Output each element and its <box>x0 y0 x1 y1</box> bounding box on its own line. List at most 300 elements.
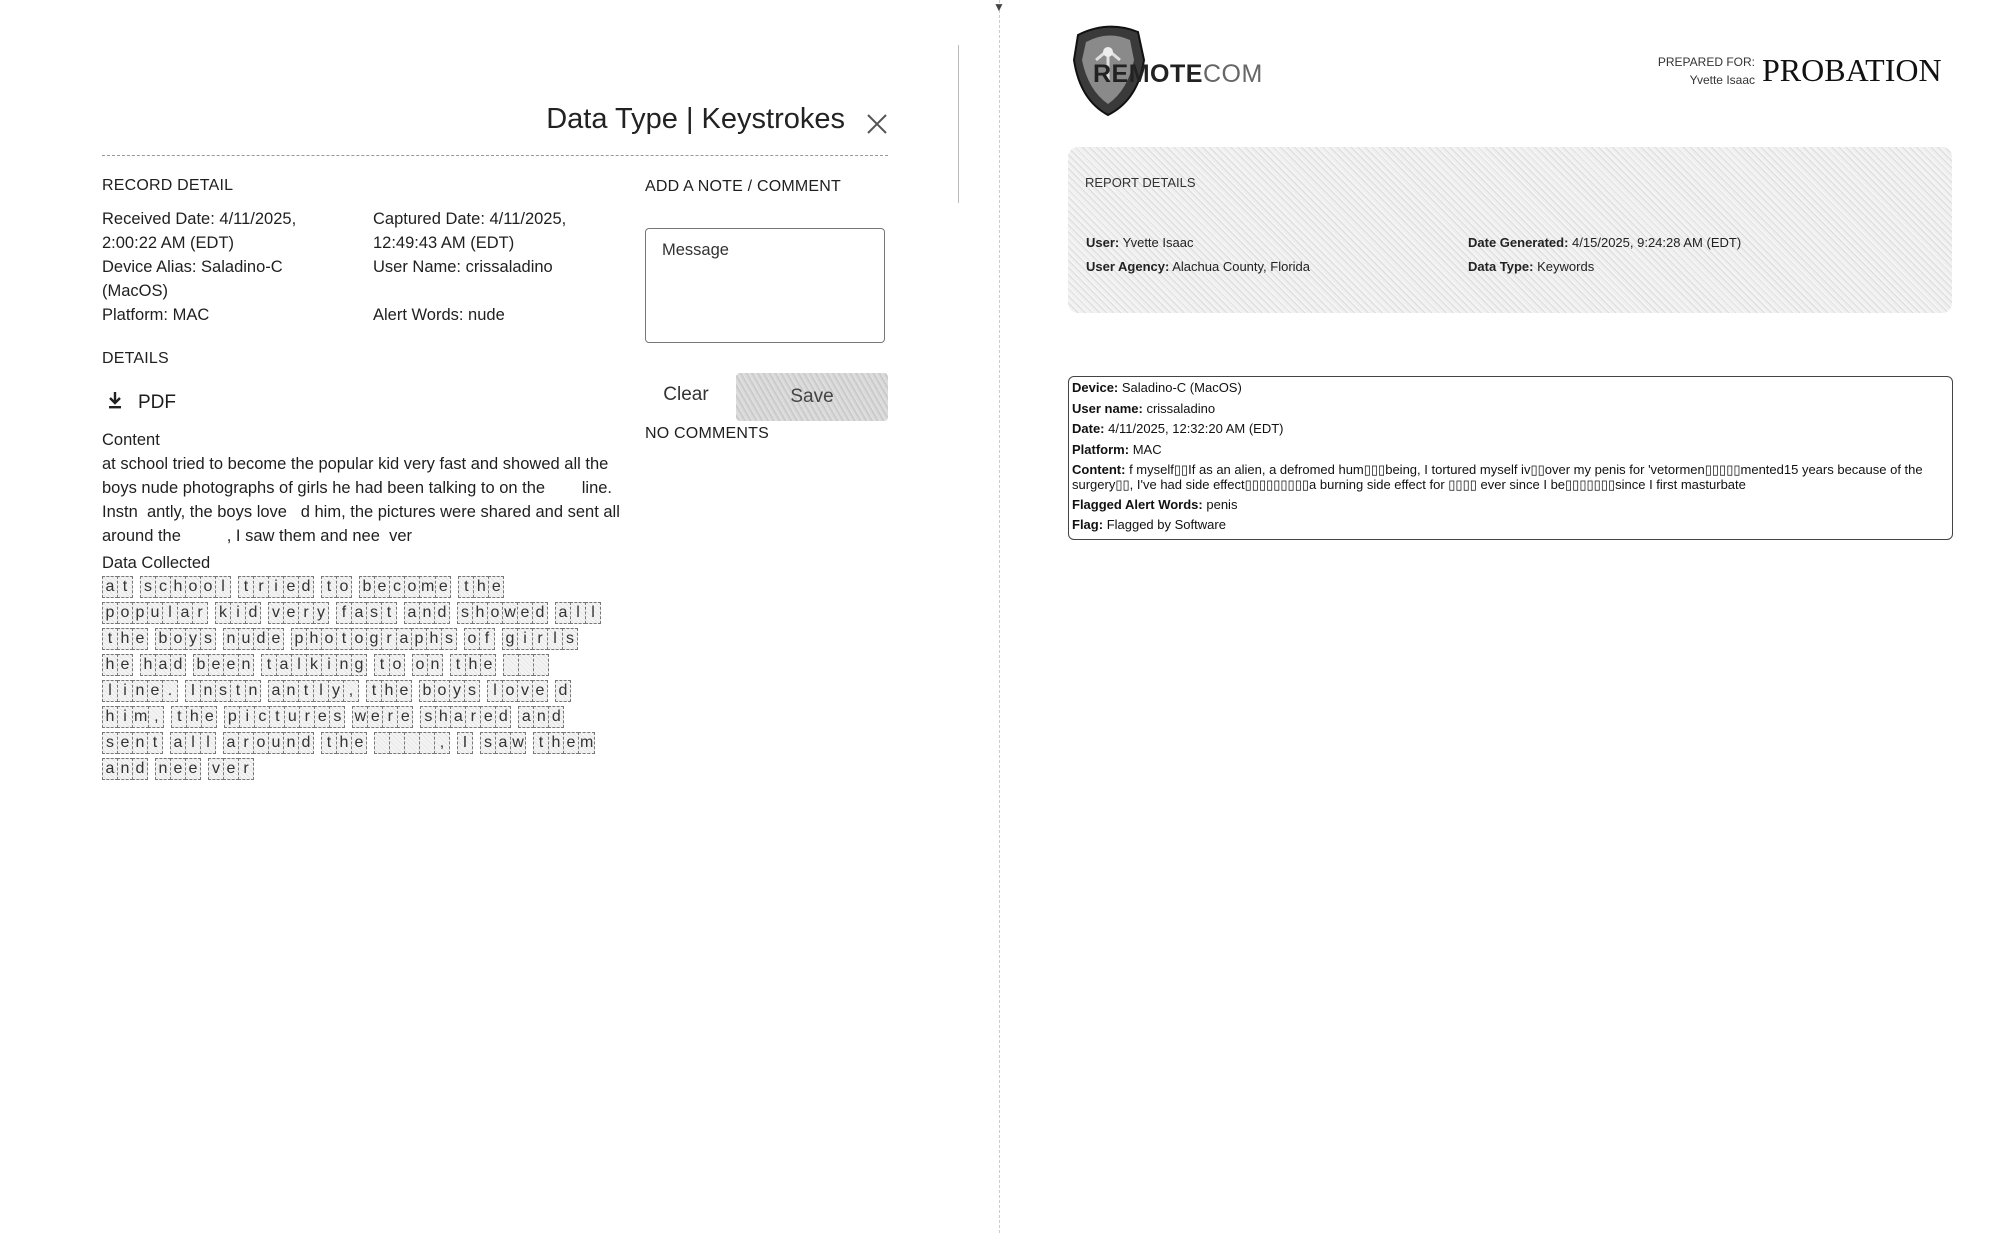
data-collected-char: w <box>352 706 368 728</box>
data-collected-char: o <box>117 602 133 624</box>
data-collected-word <box>450 654 495 676</box>
report-details-heading: REPORT DETAILS <box>1085 175 1196 190</box>
alert-words: Alert Words: nude <box>373 306 505 324</box>
data-collected-char: o <box>487 602 503 624</box>
record-detail-heading: RECORD DETAIL <box>102 177 234 194</box>
data-collected-char: t <box>298 680 314 702</box>
data-collected-char: n <box>245 680 261 702</box>
data-collected-char: a <box>450 706 466 728</box>
content-label: Content <box>102 431 160 449</box>
caret-down-icon: ▼ <box>993 0 1005 14</box>
data-collected-char <box>389 732 405 754</box>
prepared-for-label: PREPARED FOR: <box>1657 55 1755 69</box>
data-collected-char: i <box>117 680 133 702</box>
data-collected-char: s <box>215 680 231 702</box>
data-collected-char: e <box>532 680 548 702</box>
data-collected-char: n <box>419 602 435 624</box>
data-collected-word <box>464 628 494 650</box>
data-collected-word <box>533 732 594 754</box>
data-collected-char: o <box>185 576 201 598</box>
data-collected-char: f <box>336 602 352 624</box>
download-icon <box>106 390 124 416</box>
data-collected-char: r <box>238 732 254 754</box>
pdf-label: PDF <box>138 392 176 413</box>
data-collected-grid <box>102 576 622 784</box>
data-collected-char <box>518 654 534 676</box>
data-collected-word <box>171 706 216 728</box>
data-collected-word <box>458 576 503 598</box>
data-collected-char: r <box>382 706 398 728</box>
data-collected-char: e <box>314 706 330 728</box>
data-collected-char: p <box>291 628 307 650</box>
data-collected-char: e <box>517 602 533 624</box>
data-collected-char: e <box>223 758 239 780</box>
data-collected-char: a <box>102 758 118 780</box>
data-collected-char: d <box>555 680 571 702</box>
data-collected-char: h <box>548 732 564 754</box>
data-collected-char: l <box>547 628 563 650</box>
data-collected-char: h <box>140 654 156 676</box>
data-collected-char: h <box>186 706 202 728</box>
data-collected-char: s <box>102 732 118 754</box>
data-collected-char: e <box>480 654 496 676</box>
data-collected-char: e <box>351 732 367 754</box>
data-collected-char: l <box>487 680 503 702</box>
prepared-for-name: Yvette Isaac <box>1689 73 1755 87</box>
data-collected-char: u <box>284 706 300 728</box>
data-collected-char: g <box>502 628 518 650</box>
data-collected-char: a <box>276 654 292 676</box>
data-collected-char: a <box>404 602 420 624</box>
data-collected-word <box>185 680 260 702</box>
data-collected-char: t <box>450 654 466 676</box>
data-collected-word <box>321 576 351 598</box>
data-collected-char: t <box>533 732 549 754</box>
data-collected-char: e <box>283 602 299 624</box>
data-collected-char: r <box>532 628 548 650</box>
data-collected-char: t <box>102 628 118 650</box>
data-collected-word <box>140 576 230 598</box>
data-collected-char: m <box>132 706 149 728</box>
data-collected-char: n <box>427 654 443 676</box>
data-collected-char: u <box>238 628 254 650</box>
data-collected-char: I <box>185 680 201 702</box>
data-collected-char: g <box>366 628 382 650</box>
data-collected-char: m <box>419 576 436 598</box>
data-collected-char: a <box>155 654 171 676</box>
data-collected-word <box>419 680 479 702</box>
data-collected-char: w <box>510 732 526 754</box>
data-collected-char: v <box>268 602 284 624</box>
data-collected-char: l <box>102 680 118 702</box>
data-collected-char: e <box>396 680 412 702</box>
data-collected-word <box>102 628 147 650</box>
data-collected-char: , <box>434 732 450 754</box>
data-collected-char: . <box>162 680 178 702</box>
data-collected-char: t <box>458 576 474 598</box>
data-collected-char: h <box>102 706 118 728</box>
data-collected-word <box>223 732 313 754</box>
data-collected-char: s <box>457 602 473 624</box>
data-collected-char: o <box>502 680 518 702</box>
data-collected-word <box>102 654 132 676</box>
data-collected-char: a <box>268 680 284 702</box>
data-collected-word <box>321 732 366 754</box>
data-collected-char: s <box>464 680 480 702</box>
data-collected-char: h <box>465 654 481 676</box>
data-collected-word <box>404 602 449 624</box>
data-collected-char: e <box>563 732 579 754</box>
record-lines <box>1072 380 1947 538</box>
report-data-type: Data Type: Keywords <box>1468 259 1595 274</box>
data-collected-char: p <box>102 602 118 624</box>
data-collected-char: o <box>170 628 186 650</box>
data-collected-word <box>170 732 215 754</box>
data-collected-char: d <box>532 602 548 624</box>
data-collected-word <box>102 706 163 728</box>
data-collected-char: r <box>253 576 269 598</box>
data-collected-char: c <box>389 576 405 598</box>
data-collected-word <box>503 654 548 676</box>
data-collected-word <box>102 758 147 780</box>
data-collected-word <box>155 628 215 650</box>
data-collected-char: t <box>238 576 254 598</box>
data-collected-char: h <box>473 576 489 598</box>
data-collected-char: e <box>435 576 451 598</box>
user-name: User Name: crissaladino <box>373 258 553 276</box>
data-collected-char: k <box>215 602 231 624</box>
data-collected-char: d <box>253 628 269 650</box>
data-collected-char: s <box>366 602 382 624</box>
data-collected-char: o <box>200 576 216 598</box>
data-collected-char: a <box>102 576 118 598</box>
data-collected-char: h <box>306 628 322 650</box>
logo-text-thin: COM <box>1202 60 1263 88</box>
data-collected-char: i <box>117 706 133 728</box>
data-collected-char: a <box>555 602 571 624</box>
data-collected-word <box>238 576 313 598</box>
report-title: PROBATION <box>1762 52 1942 88</box>
data-collected-char: n <box>200 680 216 702</box>
data-collected-char: h <box>102 654 118 676</box>
data-collected-char: p <box>411 628 427 650</box>
data-collected-char: l <box>313 680 329 702</box>
data-collected-char: o <box>321 628 337 650</box>
data-collected-char: t <box>147 732 163 754</box>
data-collected-word <box>268 602 328 624</box>
data-collected-char: o <box>389 654 405 676</box>
data-collected-char: d <box>434 602 450 624</box>
data-collected-char: l <box>215 576 231 598</box>
data-collected-char: r <box>381 628 397 650</box>
data-collected-char: , <box>148 706 164 728</box>
data-collected-char: o <box>351 628 367 650</box>
data-collected-char: t <box>171 706 187 728</box>
data-collected-word <box>457 732 472 754</box>
data-collected-word <box>102 680 177 702</box>
data-collected-char: t <box>336 628 352 650</box>
report-details-box <box>1068 147 1952 313</box>
data-collected-char: I <box>457 732 473 754</box>
data-collected-word <box>555 602 600 624</box>
data-collected-char: t <box>269 706 285 728</box>
data-collected-word <box>268 680 358 702</box>
data-collected-char: i <box>268 576 284 598</box>
record-device: Device: Saladino-C (MacOS) <box>1072 380 1242 395</box>
data-collected-char: h <box>435 706 451 728</box>
data-collected-char <box>374 732 390 754</box>
data-collected-char: n <box>117 758 133 780</box>
data-collected-char: e <box>117 654 133 676</box>
data-collected-char: s <box>329 706 345 728</box>
record-username: User name: crissaladino <box>1072 400 1216 416</box>
data-collected-char: l <box>585 602 601 624</box>
data-collected-word <box>155 758 200 780</box>
record-detail-column-2 <box>373 207 623 327</box>
report-user-agency: User Agency: Alachua County, Florida <box>1086 259 1311 274</box>
data-collected-char: a <box>223 732 239 754</box>
data-collected-char: a <box>170 732 186 754</box>
data-collected-char: r <box>238 758 254 780</box>
data-collected-char: t <box>366 680 382 702</box>
received-date: Received Date: 4/11/2025, 2:00:22 AM (EDT) <box>102 210 297 252</box>
data-collected-word <box>374 654 404 676</box>
data-collected-word <box>215 602 260 624</box>
data-collected-char: c <box>155 576 171 598</box>
data-collected-char: l <box>162 602 178 624</box>
data-collected-char: e <box>488 576 504 598</box>
record-detail-column-1 <box>102 207 352 327</box>
data-collected-char: r <box>298 602 314 624</box>
logo-text-bold: REMOTE <box>1093 60 1203 88</box>
data-collected-char: d <box>245 602 261 624</box>
record-content: Content: f myself▯▯If as an alien, a defromed hum▯▯▯being, I tortured myself iv▯▯over my penis for 'vetormen▯▯▯▯▯mented15 years because of the surgery▯▯, I've had side effect▯▯▯▯▯▯▯▯▯a burning side effect for ▯▯▯▯ ever since I be▯▯▯▯▯▯▯since I first masturbate <box>1072 462 1923 492</box>
data-collected-word <box>518 706 563 728</box>
data-collected-char: i <box>230 602 246 624</box>
clear-button[interactable]: Clear <box>648 373 724 417</box>
data-collected-char: o <box>404 576 420 598</box>
data-collected-char: i <box>321 654 337 676</box>
data-collected-char: h <box>472 602 488 624</box>
data-collected-char: u <box>268 732 284 754</box>
data-collected-char: e <box>117 732 133 754</box>
data-collected-char: l <box>185 732 201 754</box>
data-collected-char: d <box>298 576 314 598</box>
data-collected-word <box>102 732 162 754</box>
data-collected-char: n <box>336 654 352 676</box>
data-collected-char: l <box>200 732 216 754</box>
data-collected-char: a <box>177 602 193 624</box>
data-collected-word <box>193 654 253 676</box>
data-collected-char: f <box>479 628 495 650</box>
data-collected-char: e <box>480 706 496 728</box>
data-collected-char: o <box>412 654 428 676</box>
data-collected-word <box>224 706 344 728</box>
data-collected-char: m <box>578 732 595 754</box>
page-divider-left <box>958 45 959 203</box>
data-collected-char: s <box>140 576 156 598</box>
data-collected-char: h <box>381 680 397 702</box>
data-collected-char: h <box>426 628 442 650</box>
data-collected-char <box>419 732 435 754</box>
data-collected-char: b <box>193 654 209 676</box>
data-collected-char: n <box>223 628 239 650</box>
record-platform: Platform: MAC <box>1072 441 1162 457</box>
data-collected-char: d <box>548 706 564 728</box>
data-collected-char: p <box>132 602 148 624</box>
record-flagged-words: Flagged Alert Words: penis <box>1072 496 1238 512</box>
data-collected-char: t <box>261 654 277 676</box>
data-collected-char: v <box>208 758 224 780</box>
data-collected-char: e <box>208 654 224 676</box>
data-collected-char: n <box>132 680 148 702</box>
data-collected-char: a <box>518 706 534 728</box>
data-collected-char: l <box>291 654 307 676</box>
data-collected-char: e <box>283 576 299 598</box>
data-collected-word <box>502 628 577 650</box>
no-comments-text: NO COMMENTS <box>645 425 769 442</box>
data-collected-word <box>352 706 412 728</box>
data-collected-word <box>291 628 456 650</box>
data-collected-char: e <box>367 706 383 728</box>
data-collected-char: n <box>155 758 171 780</box>
data-collected-char: t <box>321 732 337 754</box>
data-collected-char: l <box>570 602 586 624</box>
data-collected-char: o <box>336 576 352 598</box>
data-collected-char: b <box>155 628 171 650</box>
data-collected-char: h <box>336 732 352 754</box>
data-collected-char: t <box>321 576 337 598</box>
data-collected-char: e <box>268 628 284 650</box>
record-date: Date: 4/11/2025, 12:32:20 AM (EDT) <box>1072 421 1284 436</box>
message-input[interactable] <box>646 229 884 342</box>
data-collected-char: u <box>147 602 163 624</box>
data-collected-char: a <box>351 602 367 624</box>
data-collected-char: e <box>223 654 239 676</box>
close-icon[interactable] <box>863 110 891 138</box>
data-collected-char: n <box>283 680 299 702</box>
data-collected-char: , <box>343 680 359 702</box>
data-collected-label: Data Collected <box>102 554 211 572</box>
data-collected-char: n <box>533 706 549 728</box>
data-collected-char: d <box>132 758 148 780</box>
data-collected-word <box>487 680 547 702</box>
data-collected-word <box>359 576 450 598</box>
note-heading: ADD A NOTE / COMMENT <box>645 178 842 195</box>
data-collected-char: o <box>434 680 450 702</box>
data-collected-char: h <box>170 576 186 598</box>
data-collected-char: e <box>147 680 163 702</box>
data-collected-char: y <box>449 680 465 702</box>
data-collected-char: s <box>480 732 496 754</box>
data-collected-word <box>102 576 132 598</box>
data-collected-char: t <box>381 602 397 624</box>
data-collected-char: n <box>283 732 299 754</box>
content-text: at school tried to become the popular kid very fast and showed all the boys nude photographs of girls he had been talking to on the line. Instn antly, the boys love d him, the pictures were shared and sent all around the , I saw them and nee ver <box>102 455 625 545</box>
logo-text <box>1093 60 1263 89</box>
data-collected-char: n <box>238 654 254 676</box>
device-alias: Device Alias: Saladino-C (MacOS) <box>102 258 283 300</box>
data-collected-char: e <box>201 706 217 728</box>
data-collected-word <box>366 680 411 702</box>
data-collected-char: p <box>224 706 240 728</box>
data-collected-word <box>420 706 510 728</box>
data-collected-char: s <box>420 706 436 728</box>
data-collected-char: g <box>351 654 367 676</box>
data-collected-char: a <box>396 628 412 650</box>
data-collected-char <box>533 654 549 676</box>
data-collected-char: t <box>374 654 390 676</box>
data-collected-char: s <box>200 628 216 650</box>
data-collected-char: h <box>117 628 133 650</box>
data-collected-char: i <box>517 628 533 650</box>
record-flag: Flag: Flagged by Software <box>1072 517 1226 532</box>
title-divider <box>102 155 888 156</box>
data-collected-char: c <box>254 706 270 728</box>
pdf-download-button[interactable] <box>106 390 176 416</box>
data-collected-word <box>208 758 253 780</box>
data-collected-word <box>102 602 207 624</box>
data-collected-char: y <box>328 680 344 702</box>
data-collected-char: s <box>441 628 457 650</box>
data-collected-char: y <box>185 628 201 650</box>
data-collected-char: r <box>465 706 481 728</box>
modal-title: Data Type | Keystrokes <box>546 103 845 135</box>
data-collected-char: b <box>359 576 375 598</box>
message-box <box>645 228 885 343</box>
page-divider-center <box>999 0 1000 1233</box>
data-collected-char: o <box>253 732 269 754</box>
data-collected-char: e <box>132 628 148 650</box>
data-collected-char: e <box>374 576 390 598</box>
data-collected-char: t <box>117 576 133 598</box>
data-collected-char: e <box>185 758 201 780</box>
data-collected-word <box>374 732 449 754</box>
data-collected-char: d <box>495 706 511 728</box>
report-date-generated: Date Generated: 4/15/2025, 9:24:28 AM (EDT) <box>1468 235 1742 250</box>
data-collected-word <box>555 680 570 702</box>
data-collected-char: i <box>239 706 255 728</box>
data-collected-char: e <box>397 706 413 728</box>
data-collected-char: t <box>230 680 246 702</box>
data-collected-char: v <box>517 680 533 702</box>
report-user: User: Yvette Isaac <box>1086 235 1194 250</box>
data-collected-char: k <box>306 654 322 676</box>
data-collected-char <box>404 732 420 754</box>
data-collected-char: a <box>495 732 511 754</box>
data-collected-char: y <box>313 602 329 624</box>
data-collected-word <box>261 654 366 676</box>
data-collected-word <box>457 602 547 624</box>
data-collected-char: s <box>562 628 578 650</box>
data-collected-word <box>140 654 185 676</box>
data-collected-char: e <box>170 758 186 780</box>
details-heading: DETAILS <box>102 350 169 367</box>
data-collected-char: b <box>419 680 435 702</box>
data-collected-word <box>336 602 396 624</box>
data-collected-char: n <box>132 732 148 754</box>
captured-date: Captured Date: 4/11/2025, 12:49:43 AM (EDT) <box>373 210 567 252</box>
data-collected-word <box>480 732 525 754</box>
data-collected-word <box>412 654 442 676</box>
data-collected-word <box>223 628 283 650</box>
data-collected-char: d <box>170 654 186 676</box>
data-collected-char: d <box>298 732 314 754</box>
save-button[interactable]: Save <box>736 373 888 421</box>
data-collected-char <box>503 654 519 676</box>
data-collected-char: r <box>299 706 315 728</box>
data-collected-char: o <box>464 628 480 650</box>
